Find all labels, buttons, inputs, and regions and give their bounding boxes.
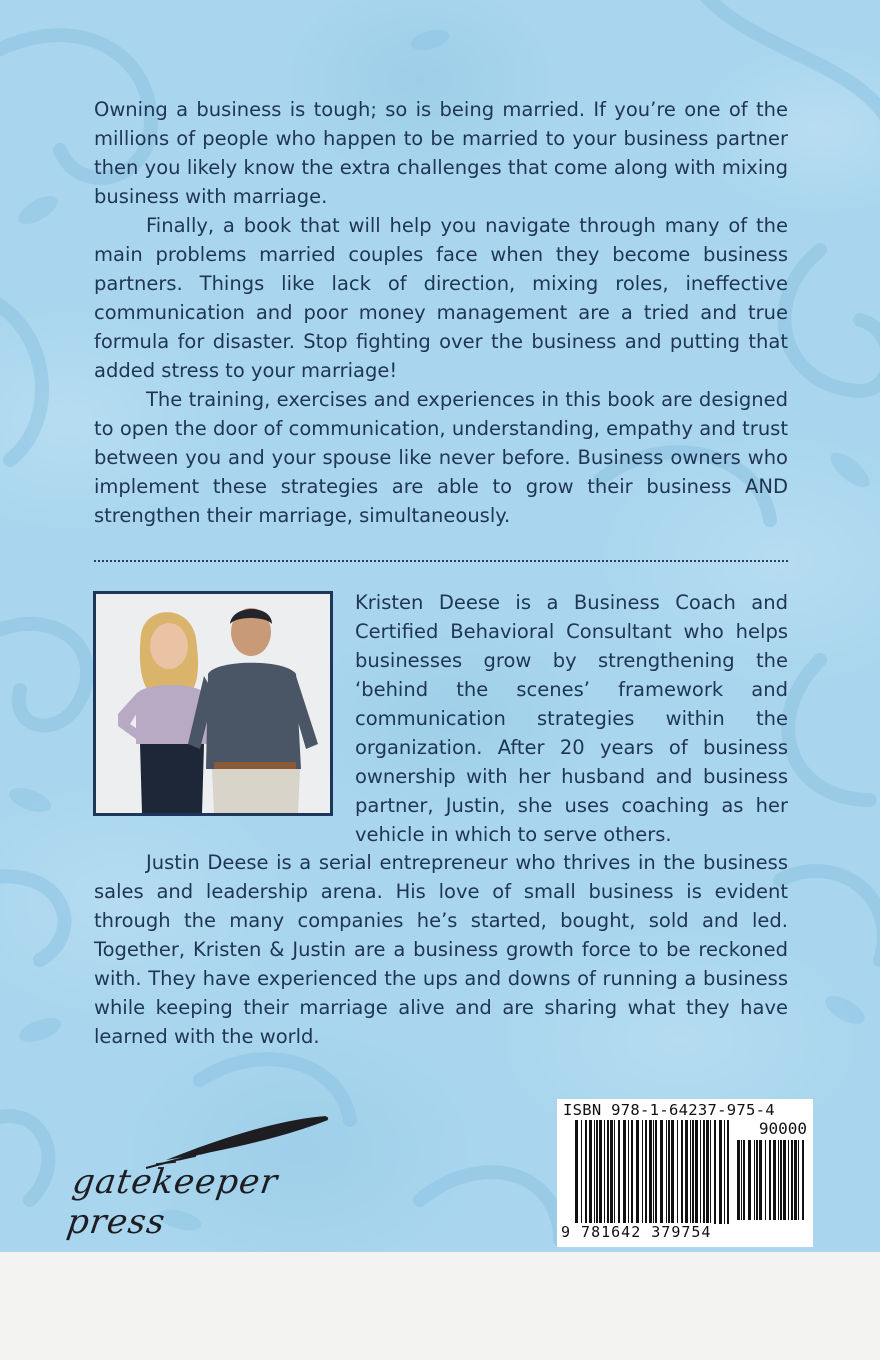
publisher-name: gatekeeper press — [64, 1162, 281, 1242]
publisher-logo — [64, 1110, 366, 1242]
price-code: 90000 — [758, 1119, 807, 1138]
author-photo — [93, 591, 333, 816]
description-paragraph-2: Finally, a book that will help you navigate through many of the main problems married couples face when they become business partners. Things like lack of direction, mixing roles, ineffective communication and poor money management are a tried and true formula for disaster. Stop fighting over the business and putting that added stress to your marriage! — [94, 214, 788, 382]
justin-bio — [94, 848, 788, 1051]
ean-barcode-bars — [575, 1120, 735, 1230]
isbn-barcode — [557, 1099, 813, 1247]
dotted-divider — [94, 560, 788, 562]
ean-digits: 9 781642 379754 — [561, 1223, 712, 1241]
description-paragraph-3: The training, exercises and experiences in this book are designed to open the door of communication, understanding, empathy and trust between you and your spouse like never before. Business owners who implement these strategies are able to grow their business AND strengthen their marriage, simultaneously. — [94, 388, 788, 527]
description-paragraph-1: Owning a business is tough; so is being married. If you’re one of the millions of people who happen to be married to your business partner then you likely know the extra challenges that come along with mixing business with marriage. — [94, 98, 788, 208]
justin-bio-text: Justin Deese is a serial entrepreneur who thrives in the business sales and leadership arena. His love of small business is evident through the many companies he’s started, bought, sold and led. Together, Kristen & Justin are a business growth force to be reckoned with. They have experienced the ups and downs of running a business while keeping their marriage alive and are sharing what they have learned with the world. — [94, 851, 788, 1048]
isbn-number: ISBN 978-1-64237-975-4 — [563, 1101, 775, 1119]
author-couple-photo-icon — [96, 594, 330, 813]
addon-barcode-bars — [737, 1140, 807, 1230]
kristen-bio — [355, 588, 788, 849]
book-description — [94, 95, 788, 530]
kristen-bio-text: Kristen Deese is a Business Coach and Certified Behavioral Consultant who helps businesses grow by strengthening the ‘behind the scenes’ framework and communication strategies within the organization. After 20 years of business ownership with her husband and business partner, Justin, she uses coaching as her vehicle in which to serve others. — [355, 591, 788, 846]
